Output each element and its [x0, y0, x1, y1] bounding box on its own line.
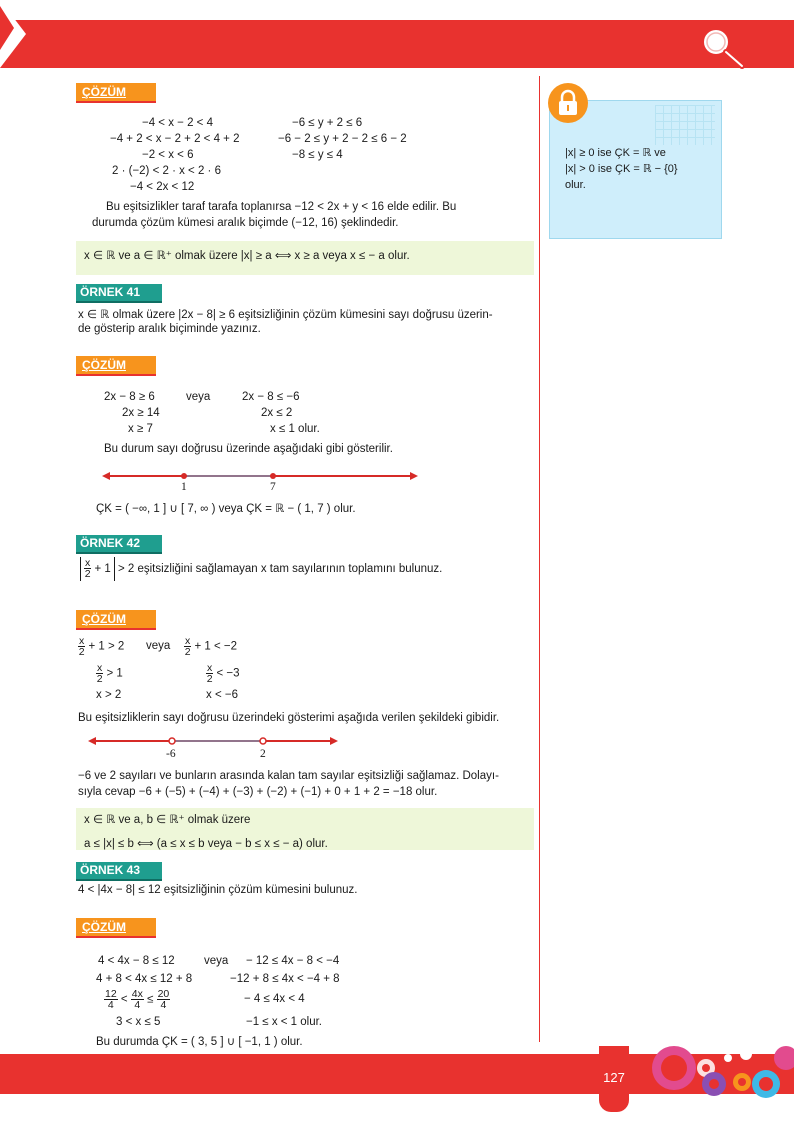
column-divider	[539, 76, 540, 1042]
ex42-b2: $\frac{x}{2}$ < −3	[206, 662, 240, 685]
ex42-point-label-neg6: -6	[166, 748, 176, 760]
ex42-or: veya	[146, 640, 171, 652]
ex41-case-a-1: 2x − 8 ≥ 6	[104, 391, 155, 403]
ex42-question-text: > 2 eşitsizliğini sağlamayan x tam sayılarının toplamını bulunuz.	[117, 563, 443, 576]
ex43-left-3: $\frac{12}{4}$ < $\frac{4x}{4}$ ≤ $\frac{20}{4}$	[105, 988, 170, 1011]
ex42-question	[80, 557, 442, 581]
sidebar-line-2: |x| > 0 ise ÇK = ℝ − {0}	[565, 163, 678, 175]
ex42-plus-one: + 1	[94, 563, 111, 575]
sol1-left-line-3: −2 < x < 6	[142, 149, 194, 161]
sol1-left-line-2: −4 + 2 < x − 2 + 2 < 4 + 2	[110, 133, 240, 145]
ex42-point-label-2: 2	[260, 748, 266, 760]
ex41-point-label-1: 1	[181, 481, 187, 493]
example-43-tag: ÖRNEK 43	[76, 862, 162, 881]
page-number-tab	[599, 1046, 629, 1112]
sol1-right-line-2: −6 − 2 ≤ y + 2 − 2 ≤ 6 − 2	[278, 133, 407, 145]
ex43-question: 4 < |4x − 8| ≤ 12 eşitsizliğinin çözüm kümesini bulunuz.	[78, 884, 358, 896]
header-arrow-inner	[0, 6, 14, 50]
solution-tag-2: ÇÖZÜM	[76, 356, 156, 376]
ex42-b3: x < −6	[206, 689, 238, 701]
header-bar	[0, 20, 794, 68]
sidebar-line-1: |x| ≥ 0 ise ÇK = ℝ ve	[565, 147, 666, 159]
ex42-frac-den: 2	[84, 568, 91, 581]
sol1-left-line-4: 2 · (−2) < 2 · x < 2 · 6	[112, 165, 221, 177]
example-41-tag: ÖRNEK 41	[76, 284, 162, 303]
ex43-right-3: − 4 ≤ 4x < 4	[244, 993, 305, 1005]
ex41-case-b-2: 2x ≤ 2	[261, 407, 293, 419]
rule-1-text: x ∈ ℝ ve a ∈ ℝ⁺ olmak üzere |x| ≥ a ⟺ x ≥ a veya x ≤ − a olur.	[84, 250, 410, 262]
ex42-a2: $\frac{x}{2}$ > 1	[96, 662, 123, 685]
ex43-right-2: −12 + 8 ≤ 4x < −4 + 8	[230, 973, 340, 985]
sol1-right-line-3: −8 ≤ y ≤ 4	[292, 149, 343, 161]
ex41-question-1: x ∈ ℝ olmak üzere |2x − 8| ≥ 6 eşitsizliğinin çözüm kümesini sayı doğrusu üzerin-	[78, 309, 493, 321]
ex43-right-1: − 12 ≤ 4x − 8 < −4	[246, 955, 340, 967]
point-1	[181, 473, 187, 479]
open-point-2	[260, 738, 266, 744]
ex41-case-b-3: x ≤ 1 olur.	[270, 423, 320, 435]
solution-tag-3: ÇÖZÜM	[76, 610, 156, 630]
gears-decoration-icon	[636, 1038, 794, 1098]
ex41-question-2: de gösterip aralık biçiminde yazınız.	[78, 323, 261, 335]
page-number: 127	[603, 1070, 625, 1085]
ex42-b1: $\frac{x}{2}$ + 1 < −2	[184, 635, 237, 658]
ex42-text: Bu eşitsizliklerin sayı doğrusu üzerindeki gösterimi aşağıda verilen şekildeki gibidir.	[78, 712, 500, 724]
padlock-icon	[548, 83, 588, 123]
ex42-a3: x > 2	[96, 689, 122, 701]
ex42-conclusion-2: sıyla cevap −6 + (−5) + (−4) + (−3) + (−2) + (−1) + 0 + 1 + 2 = −18 olur.	[78, 786, 438, 798]
ex43-left-2: 4 + 8 < 4x ≤ 12 + 8	[96, 973, 193, 985]
ex43-right-4: −1 ≤ x < 1 olur.	[246, 1016, 322, 1028]
rule-2-line-1: x ∈ ℝ ve a, b ∈ ℝ⁺ olmak üzere	[84, 814, 251, 826]
sol1-text-2: durumda çözüm kümesi aralık biçimde (−12, 16) şeklindedir.	[92, 217, 399, 229]
sidebar-note	[565, 145, 678, 193]
ex42-conclusion-1: −6 ve 2 sayıları ve bunların arasında kalan tam sayılar eşitsizliği sağlamaz. Dolayı-	[78, 770, 499, 782]
ex43-left-4: 3 < x ≤ 5	[116, 1016, 161, 1028]
ex41-result: ÇK = ( −∞, 1 ] ∪ [ 7, ∞ ) veya ÇK = ℝ − ( 1, 7 ) olur.	[96, 503, 356, 515]
ex41-text: Bu durum sayı doğrusu üzerinde aşağıdaki gibi gösterilir.	[104, 443, 393, 455]
ex41-case-a-2: 2x ≥ 14	[122, 407, 160, 419]
sol1-left-line-5: −4 < 2x < 12	[130, 181, 195, 193]
number-line-2	[86, 732, 340, 752]
solution-tag-4: ÇÖZÜM	[76, 918, 156, 938]
ex41-case-a-3: x ≥ 7	[128, 423, 153, 435]
sol1-right-line-1: −6 ≤ y + 2 ≤ 6	[292, 117, 363, 129]
sol1-left-line-1: −4 < x − 2 < 4	[142, 117, 213, 129]
ex41-or: veya	[186, 391, 211, 403]
ex41-case-b-1: 2x − 8 ≤ −6	[242, 391, 300, 403]
open-point-minus-6	[169, 738, 175, 744]
magnifier-icon	[696, 22, 750, 72]
ex43-result: Bu durumda ÇK = ( 3, 5 ] ∪ [ −1, 1 ) olur.	[96, 1036, 303, 1048]
example-42-tag: ÖRNEK 42	[76, 535, 162, 554]
ex42-frac-num: x	[85, 557, 91, 570]
ex43-left-1: 4 < 4x − 8 ≤ 12	[98, 955, 175, 967]
number-line-1	[100, 467, 420, 497]
rule-2-line-2: a ≤ |x| ≤ b ⟺ (a ≤ x ≤ b veya − b ≤ x ≤ − a) olur.	[84, 838, 328, 850]
sidebar-line-3: olur.	[565, 179, 586, 191]
ex41-point-label-7: 7	[270, 481, 276, 493]
sol1-text-1: Bu eşitsizlikler taraf tarafa toplanırsa −12 < 2x + y < 16 elde edilir. Bu	[106, 201, 457, 213]
point-7	[270, 473, 276, 479]
solution-tag-1: ÇÖZÜM	[76, 83, 156, 103]
ex43-or: veya	[204, 955, 229, 967]
ex42-a1: $\frac{x}{2}$ + 1 > 2	[78, 635, 125, 658]
